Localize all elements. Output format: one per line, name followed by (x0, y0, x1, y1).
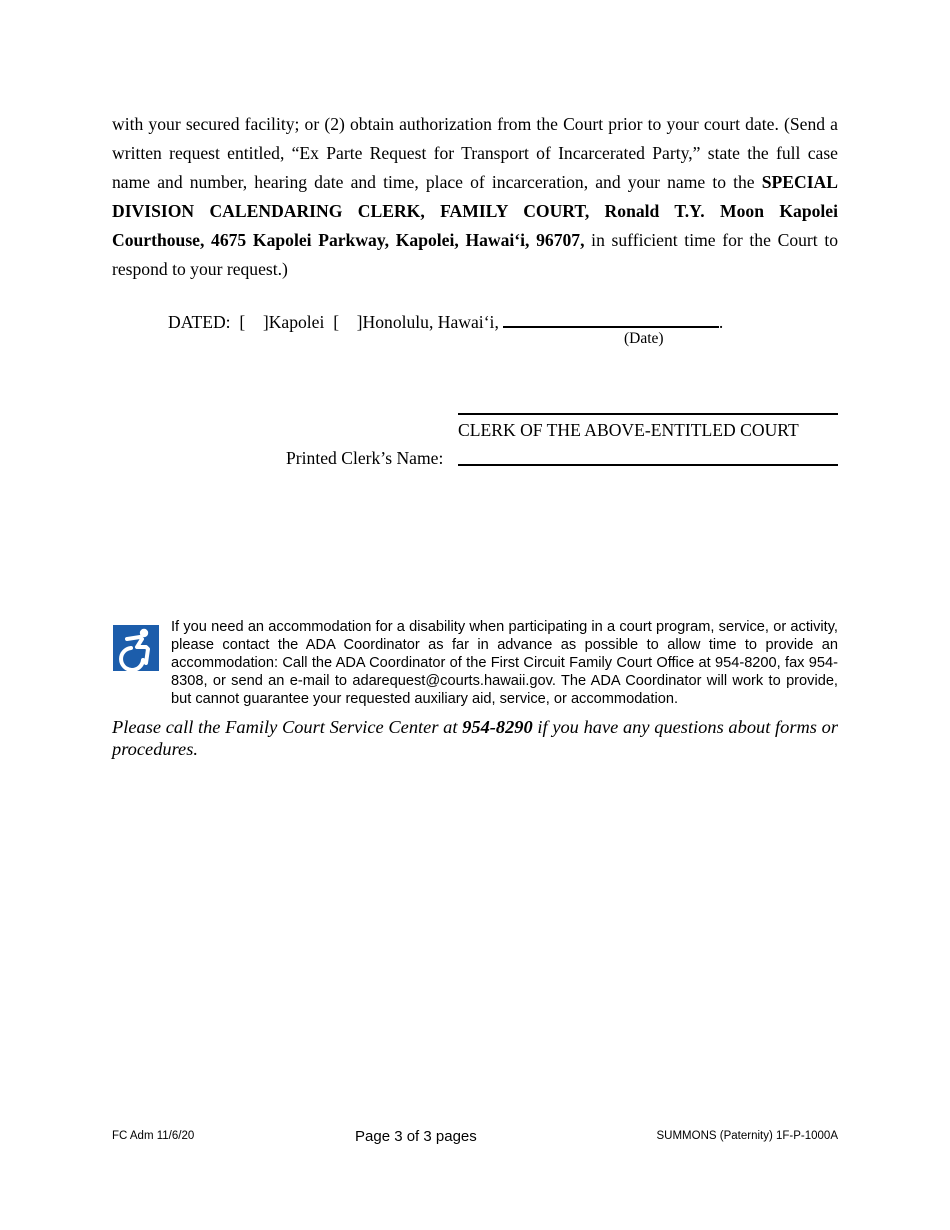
footer-form-title: SUMMONS (Paternity) 1F-P-1000A (656, 1130, 838, 1142)
checkbox-honolulu-open: [ (333, 312, 340, 332)
service-phone: 954-8290 (462, 717, 533, 737)
option-honolulu-label: Honolulu, Hawai‘i, (362, 312, 499, 332)
checkbox-kapolei-open: [ (239, 312, 246, 332)
service-text-2: if you have any questions about forms or procedures. (112, 717, 838, 759)
option-kapolei-label: Kapolei (268, 312, 325, 332)
service-text-1: Please call the Family Court Service Center at (112, 717, 463, 737)
footer-page-number: Page 3 of 3 pages (355, 1128, 477, 1145)
date-caption: (Date) (624, 330, 664, 347)
accessibility-icon (113, 625, 159, 671)
dated-label: DATED: (168, 312, 231, 332)
printed-name-label: Printed Clerk’s Name: (286, 448, 444, 468)
body-text-2: in sufficient time for the Court to respond to your request.) (112, 230, 839, 279)
date-period: . (718, 312, 724, 332)
clerk-address: SPECIAL DIVISION CALENDARING CLERK, FAMILY COURT, Ronald T.Y. Moon Kapolei Courthouse, 4675 Kapolei Parkway, Kapolei, Hawai‘i, 96707, (112, 172, 838, 250)
date-field[interactable] (503, 308, 719, 328)
printed-name-field[interactable] (458, 464, 838, 466)
ada-notice: If you need an accommodation for a disability when participating in a court program, service, or activity, please contact the ADA Coordinator as far in advance as possible to allow time to provide an accommodation: Call the ADA Coordinator of the First Circuit Family Court Office at 954-8200, fax 954-8308, or send an e-mail to adarequest@courts.hawaii.gov. The ADA Coordinator will work to provide, but cannot guarantee your requested auxiliary aid, service, or accommodation. (171, 619, 838, 707)
footer-form-code: FC Adm 11/6/20 (112, 1130, 195, 1142)
clerk-caption: CLERK OF THE ABOVE-ENTITLED COURT (458, 420, 799, 440)
checkbox-honolulu-close: ] (356, 312, 363, 332)
checkbox-kapolei-close: ] (262, 312, 269, 332)
service-center-note (112, 716, 838, 760)
body-text-1: with your secured facility; or (2) obtain authorization from the Court prior to your court date. (Send a written request entitled, “Ex Parte Request for Transport of Incarcerated Party,” state the full case name and number, hearing date and time, place of incarceration, and your name to the (112, 114, 838, 192)
checkbox-kapolei[interactable] (235, 312, 269, 332)
clerk-signature-line[interactable] (458, 413, 838, 415)
body-paragraph (112, 110, 838, 284)
checkbox-honolulu[interactable] (329, 312, 363, 332)
